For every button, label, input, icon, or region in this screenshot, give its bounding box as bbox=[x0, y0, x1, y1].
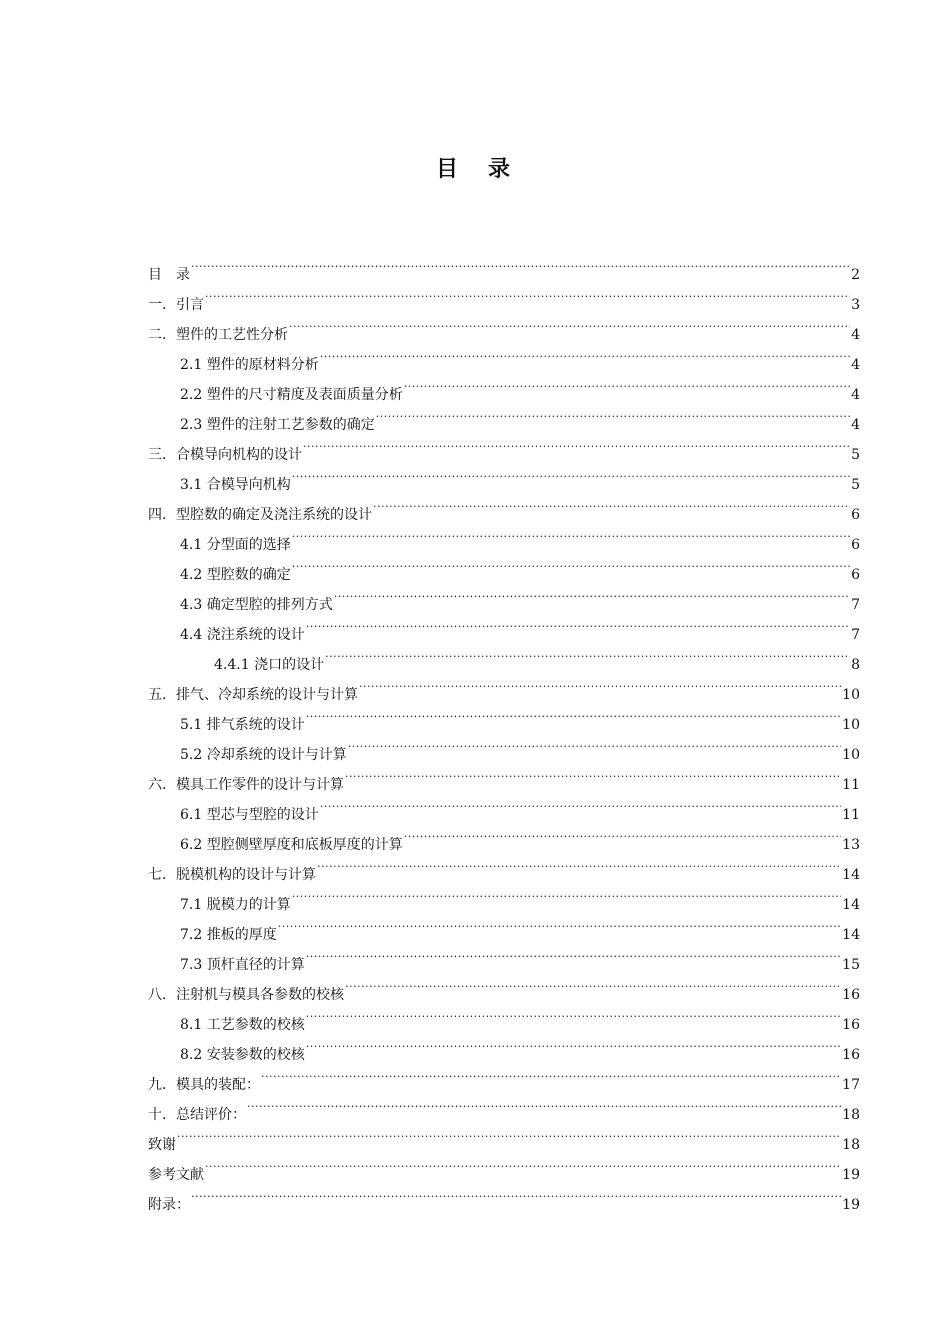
toc-entry-label: 7.3 顶杆直径的计算 bbox=[180, 957, 305, 973]
toc-entry-page: 11 bbox=[842, 807, 860, 823]
toc-entry-label: 参考文献 bbox=[148, 1167, 204, 1183]
toc-entry-page: 7 bbox=[851, 597, 860, 613]
toc-dot-leader bbox=[177, 1119, 841, 1149]
toc-entry-page: 16 bbox=[842, 987, 860, 1003]
toc-entry[interactable] bbox=[148, 309, 860, 343]
toc-entry-label: 附录： bbox=[148, 1197, 190, 1213]
toc-dot-leader bbox=[191, 1179, 841, 1209]
toc-entry-page: 16 bbox=[842, 1047, 860, 1063]
toc-entry-label: 4.3 确定型腔的排列方式 bbox=[180, 597, 333, 613]
toc-entry-page: 17 bbox=[842, 1077, 860, 1093]
toc-entry-label: 8.2 安装参数的校核 bbox=[180, 1047, 305, 1063]
toc-entry-label: 三．合模导向机构的设计 bbox=[148, 447, 302, 463]
toc-entry-page: 3 bbox=[851, 297, 860, 313]
toc-entry-page: 14 bbox=[842, 927, 860, 943]
toc-entry[interactable] bbox=[148, 1089, 860, 1123]
toc-entry-label: 二．塑件的工艺性分析 bbox=[148, 327, 288, 343]
toc-dot-leader bbox=[205, 1149, 841, 1179]
toc-dot-leader bbox=[359, 669, 841, 699]
toc-list bbox=[148, 249, 860, 1213]
toc-dot-leader bbox=[373, 489, 850, 519]
toc-entry-page: 18 bbox=[842, 1107, 860, 1123]
toc-entry-label: 八．注射机与模具各参数的校核 bbox=[148, 987, 344, 1003]
toc-entry-page: 4 bbox=[851, 327, 860, 343]
toc-entry-page: 14 bbox=[842, 867, 860, 883]
toc-entry-page: 7 bbox=[851, 627, 860, 643]
toc-entry-label: 4.1 分型面的选择 bbox=[180, 537, 291, 553]
toc-dot-leader bbox=[345, 759, 841, 789]
toc-dot-leader bbox=[306, 999, 841, 1029]
toc-entry-page: 10 bbox=[842, 747, 860, 763]
toc-entry-label: 4.4 浇注系统的设计 bbox=[180, 627, 305, 643]
toc-entry-page: 8 bbox=[851, 657, 860, 673]
toc-entry[interactable] bbox=[148, 249, 860, 283]
toc-dot-leader bbox=[278, 909, 841, 939]
toc-entry[interactable] bbox=[148, 1119, 860, 1153]
toc-dot-leader bbox=[292, 879, 841, 909]
toc-entry-page: 5 bbox=[851, 477, 860, 493]
toc-entry-page: 6 bbox=[851, 537, 860, 553]
toc-entry-page: 4 bbox=[851, 417, 860, 433]
toc-entry-label: 6.1 型芯与型腔的设计 bbox=[180, 807, 319, 823]
toc-entry-page: 5 bbox=[851, 447, 860, 463]
toc-entry[interactable] bbox=[148, 1149, 860, 1183]
toc-dot-leader bbox=[306, 699, 841, 729]
toc-dot-leader bbox=[205, 279, 850, 309]
toc-dot-leader bbox=[191, 249, 850, 279]
toc-entry-label: 3.1 合模导向机构 bbox=[180, 477, 291, 493]
toc-dot-leader bbox=[345, 969, 841, 999]
toc-dot-leader bbox=[292, 519, 850, 549]
toc-entry-page: 6 bbox=[851, 567, 860, 583]
toc-entry-page: 19 bbox=[842, 1197, 860, 1213]
toc-dot-leader bbox=[261, 1059, 841, 1089]
toc-dot-leader bbox=[320, 339, 850, 369]
toc-dot-leader bbox=[404, 819, 841, 849]
toc-dot-leader bbox=[306, 609, 850, 639]
toc-entry[interactable] bbox=[148, 279, 860, 313]
toc-dot-leader bbox=[289, 309, 850, 339]
toc-entry-label: 6.2 型腔侧壁厚度和底板厚度的计算 bbox=[180, 837, 403, 853]
toc-dot-leader bbox=[303, 429, 850, 459]
toc-entry-label: 4.2 型腔数的确定 bbox=[180, 567, 291, 583]
toc-dot-leader bbox=[306, 939, 841, 969]
toc-entry-page: 4 bbox=[851, 387, 860, 403]
toc-entry-page: 10 bbox=[842, 687, 860, 703]
toc-dot-leader bbox=[292, 459, 850, 489]
toc-dot-leader bbox=[334, 579, 850, 609]
toc-entry-label: 2.3 塑件的注射工艺参数的确定 bbox=[180, 417, 375, 433]
toc-entry-label: 致谢 bbox=[148, 1137, 176, 1153]
toc-dot-leader bbox=[306, 1029, 841, 1059]
toc-entry-page: 2 bbox=[851, 267, 860, 283]
toc-entry-label: 8.1 工艺参数的校核 bbox=[180, 1017, 305, 1033]
toc-entry[interactable] bbox=[148, 1179, 860, 1213]
toc-entry-page: 19 bbox=[842, 1167, 860, 1183]
toc-entry-label: 7.1 脱模力的计算 bbox=[180, 897, 291, 913]
toc-dot-leader bbox=[292, 549, 850, 579]
toc-entry-label: 六．模具工作零件的设计与计算 bbox=[148, 777, 344, 793]
toc-entry-label: 十．总结评价： bbox=[148, 1107, 246, 1123]
toc-entry-label: 2.2 塑件的尺寸精度及表面质量分析 bbox=[180, 387, 403, 403]
toc-entry-label: 目 录 bbox=[148, 267, 190, 283]
toc-dot-leader bbox=[247, 1089, 841, 1119]
toc-dot-leader bbox=[348, 729, 841, 759]
toc-entry-page: 10 bbox=[842, 717, 860, 733]
toc-entry-label: 五．排气、冷却系统的设计与计算 bbox=[148, 687, 358, 703]
toc-dot-leader bbox=[317, 849, 841, 879]
toc-entry-label: 一．引言 bbox=[148, 297, 204, 313]
toc-entry-label: 七．脱模机构的设计与计算 bbox=[148, 867, 316, 883]
toc-entry-label: 四．型腔数的确定及浇注系统的设计 bbox=[148, 507, 372, 523]
toc-entry-label: 5.1 排气系统的设计 bbox=[180, 717, 305, 733]
toc-entry-page: 13 bbox=[842, 837, 860, 853]
toc-entry-page: 6 bbox=[851, 507, 860, 523]
toc-entry-label: 7.2 推板的厚度 bbox=[180, 927, 277, 943]
toc-dot-leader bbox=[320, 789, 841, 819]
toc-entry-label: 4.4.1 浇口的设计 bbox=[214, 657, 325, 673]
toc-entry-page: 14 bbox=[842, 897, 860, 913]
toc-entry-page: 11 bbox=[842, 777, 860, 793]
toc-dot-leader bbox=[325, 639, 850, 669]
toc-entry-page: 18 bbox=[842, 1137, 860, 1153]
toc-dot-leader bbox=[404, 369, 850, 399]
toc-entry-label: 2.1 塑件的原材料分析 bbox=[180, 357, 319, 373]
toc-entry-page: 4 bbox=[851, 357, 860, 373]
toc-entry-page: 15 bbox=[842, 957, 860, 973]
toc-dot-leader bbox=[376, 399, 850, 429]
toc-entry-label: 九．模具的装配： bbox=[148, 1077, 260, 1093]
page-title: 目 录 bbox=[435, 157, 514, 182]
toc-entry-label: 5.2 冷却系统的设计与计算 bbox=[180, 747, 347, 763]
toc-entry-page: 16 bbox=[842, 1017, 860, 1033]
